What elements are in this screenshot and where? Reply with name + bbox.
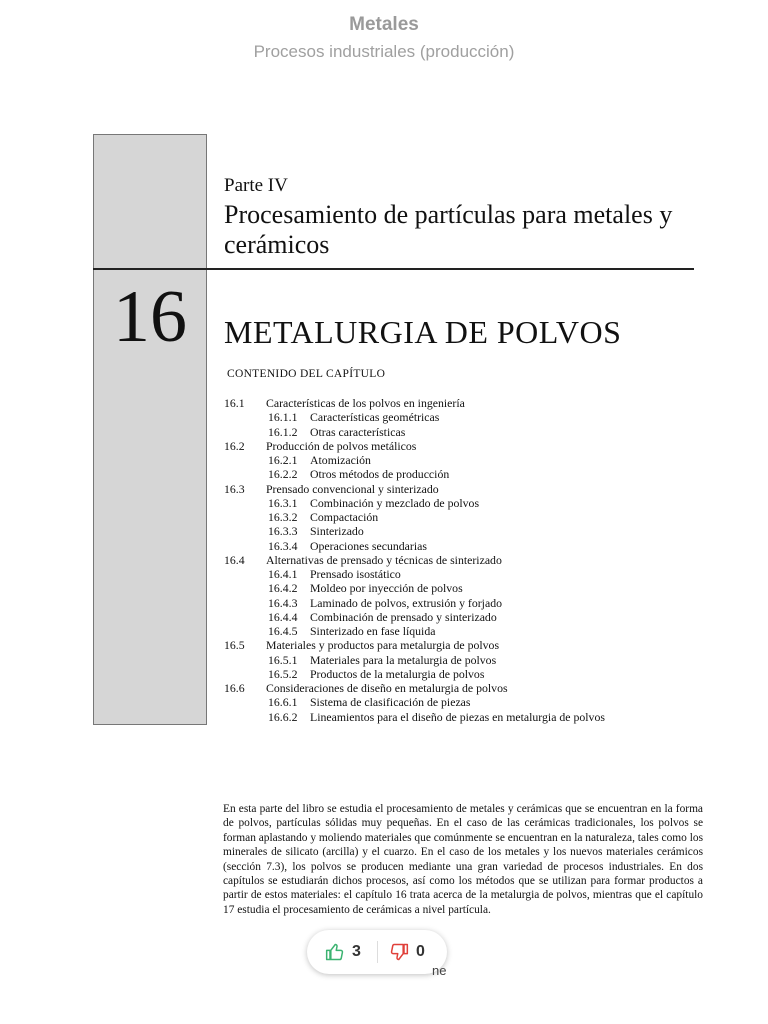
downvote-button[interactable] [389,930,425,974]
vote-widget [307,930,447,974]
toc-entry [224,567,724,581]
table-of-contents [224,396,724,724]
toc-entry [224,581,724,595]
thumbs-down-icon [389,942,409,962]
toc-entry-title: Alternativas de prensado y técnicas de sinterizado [266,552,502,567]
toc-entry-title: Compactación [310,510,379,524]
toc-entry-title: Moldeo por inyección de polvos [310,581,463,596]
toc-entry-number: 16.4.5 [268,624,298,638]
toc-entry-title: Sistema de clasificación de piezas [310,695,471,710]
toc-entry-number: 16.5 [224,638,245,653]
toc-entry [224,482,724,496]
toc-entry-number: 16.1.2 [268,424,298,439]
downvote-count: 0 [416,943,425,960]
toc-entry-number: 16.3 [224,481,245,496]
toc-entry-title: Productos de la metalurgia de polvos [310,666,485,681]
toc-entry [224,710,724,724]
toc-entry-number: 16.3.2 [268,510,298,524]
toc-entry-title: Otras características [310,424,406,439]
chapter-rule [93,268,694,270]
thumbs-up-icon [325,942,345,962]
upvote-button[interactable] [325,930,361,974]
toc-entry-title: Operaciones secundarias [310,538,427,553]
toc-entry-title: Sinterizado en fase líquida [310,624,436,638]
contents-heading: CONTENIDO DEL CAPÍTULO [227,368,386,380]
intro-paragraph: En esta parte del libro se estudia el procesamiento de metales y cerámicas que se encuentran en la forma de polvos, partículas sólidas muy pequeñas. En el caso de las cerámicas tradicionales, los polvos se forman aplastando y moliendo materiales que comúnmente se encuentran en la naturaleza, tales como los minerales de silicato (arcilla) y el cuarzo. En el caso de los metales y los nuevos materiales cerámicos (sección 7.3), los polvos se producen mediante una gran variedad de procesos industriales. En dos capítulos se estudiarán dichos procesos, así como los métodos que se utilizan para formar productos a partir de estos materiales: el capítulo 16 trata acerca de la metalurgia de polvos, mientras que el capítulo 17 estudia el procesamiento de cerámicas a nivel partícula. [223,803,703,916]
toc-entry-title: Materiales para la metalurgia de polvos [310,652,497,667]
toc-entry [224,425,724,439]
toc-entry-number: 16.3.4 [268,538,298,553]
toc-entry-number: 16.2.1 [268,453,298,467]
toc-entry-number: 16.1 [224,396,245,410]
toc-entry-title: Sinterizado [310,524,364,539]
toc-entry [224,638,724,652]
toc-entry-title: Otros métodos de producción [310,467,450,482]
toc-entry [224,653,724,667]
footer-fragment: ne [432,963,447,978]
toc-entry-number: 16.3.3 [268,524,298,539]
toc-entry-number: 16.2.2 [268,467,298,482]
toc-entry [224,667,724,681]
toc-entry-title: Prensado convencional y sinterizado [266,481,439,496]
toc-entry [224,553,724,567]
toc-entry-number: 16.5.2 [268,666,298,681]
toc-entry-title: Producción de polvos metálicos [266,438,417,453]
toc-entry-number: 16.2 [224,438,245,453]
toc-entry-number: 16.6.2 [268,709,298,724]
document-subtitle: Procesos industriales (producción) [253,42,515,61]
toc-entry-number: 16.6.1 [268,695,298,710]
chapter-title: METALURGIA DE POLVOS [224,314,622,350]
toc-entry-number: 16.4.3 [268,595,298,610]
toc-entry-number: 16.5.1 [268,652,298,667]
toc-entry-number: 16.6 [224,681,245,695]
toc-entry [224,624,724,638]
chapter-number: 16 [113,276,187,358]
toc-entry-number: 16.3.1 [268,495,298,510]
toc-entry-number: 16.4.4 [268,609,298,624]
toc-entry [224,439,724,453]
toc-entry [224,410,724,424]
toc-entry [224,524,724,538]
toc-entry [224,496,724,510]
part-label: Parte IV [224,175,288,196]
toc-entry-title: Lineamientos para el diseño de piezas en metalurgia de polvos [310,709,605,724]
toc-entry-title: Materiales y productos para metalurgia de polvos [266,638,500,653]
toc-entry [224,396,724,410]
upvote-count: 3 [352,943,361,960]
part-title: Procesamiento de partículas para metales y cerámicos [224,200,673,259]
toc-entry-title: Laminado de polvos, extrusión y forjado [310,595,502,610]
toc-entry-title: Prensado isostático [310,567,401,581]
toc-entry-number: 16.1.1 [268,410,298,425]
chapter-side-bar [93,134,207,725]
toc-entry-title: Consideraciones de diseño en metalurgia de polvos [266,681,508,695]
toc-entry [224,596,724,610]
document-title: Metales [349,14,419,35]
toc-entry [224,510,724,524]
toc-entry [224,610,724,624]
toc-entry [224,453,724,467]
toc-entry-number: 16.4.2 [268,581,298,596]
toc-entry-title: Combinación de prensado y sinterizado [310,609,497,624]
toc-entry-title: Combinación y mezclado de polvos [310,495,480,510]
toc-entry-number: 16.4 [224,552,245,567]
toc-entry [224,539,724,553]
vote-divider [377,941,378,963]
toc-entry [224,467,724,481]
document-header [0,14,768,62]
toc-entry [224,695,724,709]
toc-entry [224,681,724,695]
toc-entry-title: Atomización [310,453,371,467]
toc-entry-title: Características de los polvos en ingeniería [266,396,465,410]
toc-entry-number: 16.4.1 [268,567,298,581]
toc-entry-title: Características geométricas [310,410,440,425]
